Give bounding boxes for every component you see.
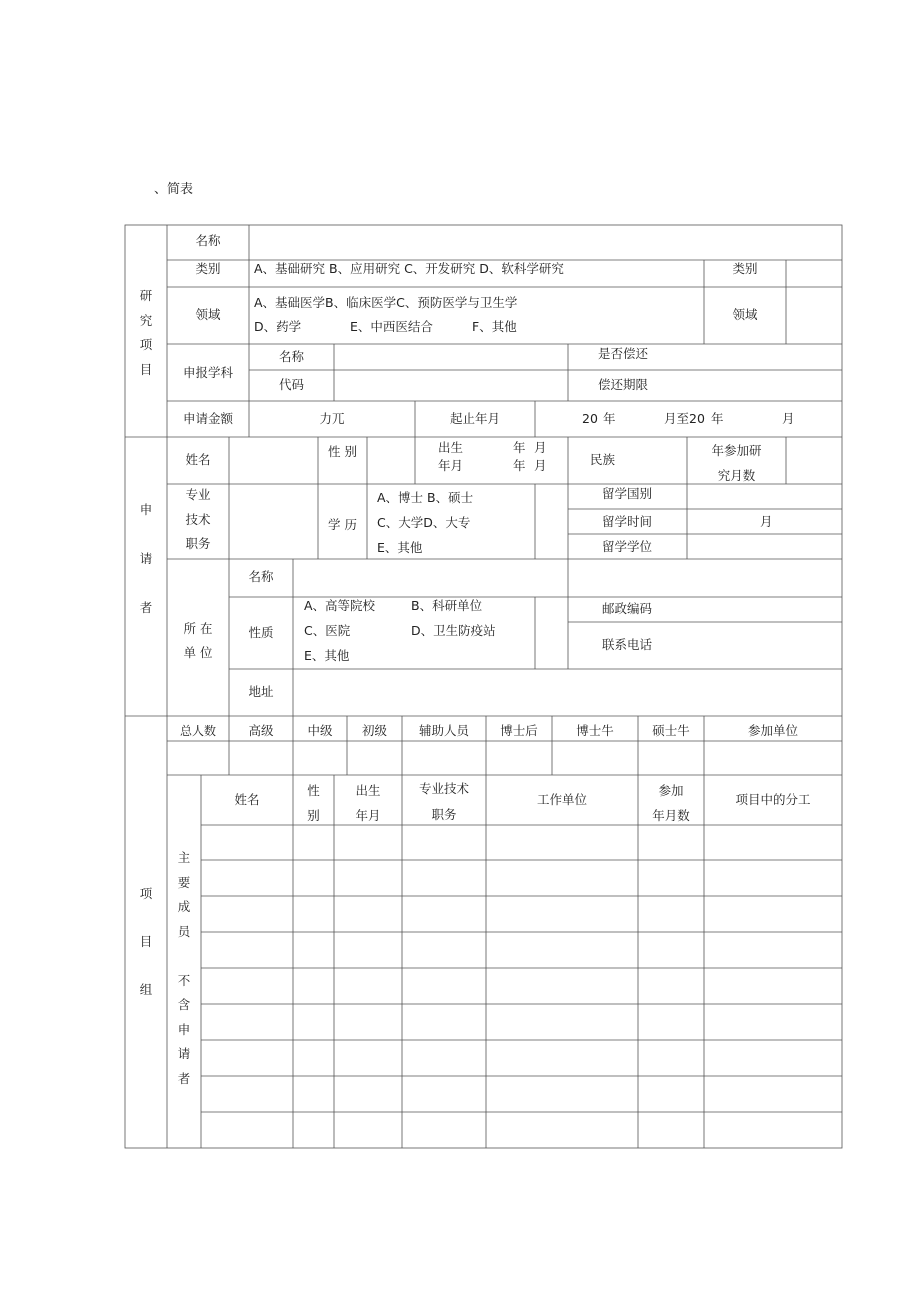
summary-header-participating-unit: 参加单位: [747, 723, 798, 738]
period-from-prefix: 20: [582, 411, 598, 426]
applicant-section-label: 申 请 者: [139, 502, 153, 615]
education-label: 学 历: [328, 517, 357, 532]
summary-header-senior: 高级: [248, 723, 274, 738]
project-category-label: 类别: [195, 261, 221, 276]
summary-header-assistant: 辅助人员: [418, 723, 469, 738]
period-label: 起止年月: [449, 411, 500, 426]
project-field-label: 领域: [195, 307, 221, 322]
repay-period-label: 偿还期限: [598, 377, 649, 392]
unit-type-label: 性质: [248, 625, 274, 640]
period-to-year: 年: [711, 411, 724, 426]
project-section-label: 研 究 项 目: [139, 288, 153, 377]
project-category-code-value[interactable]: [788, 262, 840, 282]
discipline-code-label: 代码: [278, 377, 304, 392]
period-from-year: 年: [603, 411, 616, 426]
education-option-2[interactable]: C、大学D、大专: [377, 515, 471, 530]
applicant-title-label: 专业 技术 职务: [185, 487, 211, 551]
birth-month-2: 月: [534, 458, 547, 473]
birth-label-2: 年月: [438, 458, 464, 473]
birth-year-2: 年: [513, 458, 526, 473]
unit-type-option-e[interactable]: E、其他: [304, 648, 350, 663]
unit-type-option-b[interactable]: B、科研单位: [411, 598, 483, 613]
member-header-name: 姓名: [234, 792, 260, 807]
applicant-gender-label: 性 别: [328, 444, 357, 459]
page-title: 、简表: [154, 182, 194, 197]
birth-label-1: 出生: [438, 440, 464, 455]
summary-header-middle: 中级: [307, 723, 333, 738]
member-header-title-1: 专业技术: [418, 781, 469, 796]
discipline-label: 申报学科: [182, 365, 233, 380]
project-name-value[interactable]: [251, 234, 701, 254]
member-header-months-1: 参加: [658, 783, 684, 798]
ethnicity-label: 民族: [590, 452, 616, 467]
period-to-month: 月: [782, 411, 795, 426]
abroad-country-label: 留学国别: [602, 486, 653, 501]
education-option-3[interactable]: E、其他: [377, 540, 423, 555]
education-option-1[interactable]: A、博士 B、硕士: [377, 490, 474, 505]
project-field-option-d[interactable]: D、药学: [254, 319, 302, 334]
amount-label: 申请金额: [182, 411, 233, 426]
member-header-gender-1: 性: [307, 783, 320, 798]
team-section-label: 项 目 组: [139, 886, 153, 997]
member-header-birth-1: 出生: [355, 783, 381, 798]
phone-label: 联系电话: [602, 637, 653, 652]
project-field-option-e[interactable]: E、中西医结合: [350, 319, 433, 334]
member-header-workplace: 工作单位: [536, 792, 587, 807]
applicant-name-label: 姓名: [185, 452, 211, 467]
summary-header-postdoc: 博士后: [500, 723, 538, 738]
discipline-name-label: 名称: [278, 349, 304, 364]
summary-header-master-student: 硕士牛: [652, 723, 690, 738]
repay-label: 是否偿还: [598, 346, 649, 361]
project-name-label: 名称: [195, 233, 221, 248]
amount-unit: 力兀: [319, 411, 345, 426]
project-field-options-1[interactable]: A、基础医学B、临床医学C、预防医学与卫生学: [254, 295, 518, 310]
project-category-options[interactable]: A、基础研究 B、应用研究 C、开发研究 D、软科学研究: [254, 261, 564, 276]
member-header-title-2: 职务: [431, 807, 457, 822]
birth-year-1: 年: [513, 440, 526, 455]
research-months-label-1: 年参加研: [711, 443, 762, 458]
unit-name-label: 名称: [248, 569, 274, 584]
abroad-time-label: 留学时间: [602, 514, 653, 529]
unit-type-option-c[interactable]: C、医院: [304, 623, 351, 638]
research-months-label-2: 究月数: [717, 468, 756, 483]
unit-label-2: 单 位: [183, 645, 213, 660]
summary-header-total: 总人数: [179, 724, 216, 738]
unit-type-option-a[interactable]: A、高等院校: [304, 598, 376, 613]
member-header-birth-2: 年月: [355, 808, 381, 823]
summary-header-phd-student: 博士牛: [576, 723, 614, 738]
summary-header-junior: 初级: [361, 723, 387, 738]
unit-label-1: 所 在: [183, 621, 213, 636]
member-header-months-2: 年月数: [652, 808, 690, 823]
abroad-time-unit: 月: [760, 514, 773, 529]
period-to: 月至20: [664, 411, 705, 426]
project-field-code-label: 领域: [732, 307, 758, 322]
address-label: 地址: [248, 684, 274, 699]
member-header-role: 项目中的分工: [735, 792, 811, 807]
member-header-gender-2: 别: [307, 808, 320, 823]
postcode-label: 邮政编码: [602, 601, 653, 616]
members-label: 主 要 成 员 不 含 申 请 者: [177, 850, 191, 1086]
birth-month-1: 月: [534, 440, 547, 455]
project-category-code-label: 类别: [732, 261, 758, 276]
project-field-option-f[interactable]: F、其他: [472, 319, 517, 334]
unit-type-option-d[interactable]: D、卫生防疫站: [411, 623, 496, 638]
abroad-degree-label: 留学学位: [602, 539, 653, 554]
